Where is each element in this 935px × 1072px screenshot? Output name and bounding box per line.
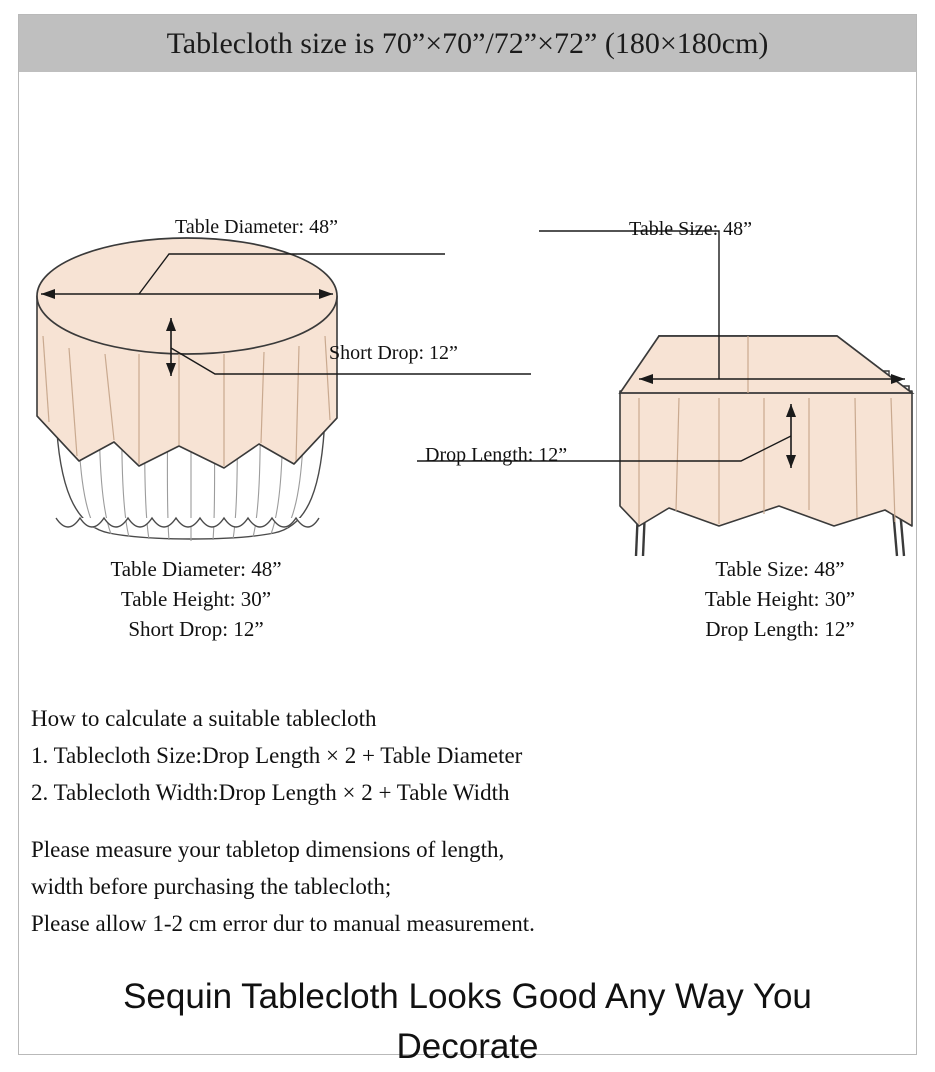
footer-headline xyxy=(19,972,916,1072)
square-caption-line-1: Table Size: 48” xyxy=(715,557,845,581)
banner-title: Tablecloth size is 70”×70”/72”×72” (180×180cm) xyxy=(166,26,769,60)
note-line-3: Please allow 1-2 cm error dur to manual measurement. xyxy=(31,911,535,936)
callout-short-drop: Short Drop: 12” xyxy=(329,342,458,364)
diagram-area xyxy=(19,86,916,656)
instructions-heading: How to calculate a suitable tablecloth xyxy=(31,706,377,731)
square-caption-line-2: Table Height: 30” xyxy=(704,587,856,611)
square-caption-line-3: Drop Length: 12” xyxy=(705,617,855,641)
round-caption-line-3: Short Drop: 12” xyxy=(128,617,264,641)
instructions-line-2: 2. Tablecloth Width:Drop Length × 2 + Table Width xyxy=(31,780,510,805)
square-table-illustration xyxy=(417,231,912,556)
callout-table-size: Table Size: 48” xyxy=(629,218,752,240)
spacer xyxy=(31,811,901,831)
callout-drop-length: Drop Length: 12” xyxy=(425,444,568,466)
instructions-block xyxy=(31,700,901,942)
round-caption-line-1: Table Diameter: 48” xyxy=(110,557,282,581)
footer-line-1: Sequin Tablecloth Looks Good Any Way You xyxy=(123,977,812,1016)
footer-line-2: Decorate xyxy=(396,1027,539,1066)
note-line-1: Please measure your tabletop dimensions of length, xyxy=(31,837,505,862)
instructions-line-1: 1. Tablecloth Size:Drop Length × 2 + Table Diameter xyxy=(31,743,523,768)
callout-table-diameter: Table Diameter: 48” xyxy=(175,216,338,238)
note-line-2: width before purchasing the tablecloth; xyxy=(31,874,392,899)
square-table-caption xyxy=(645,554,915,644)
round-table-illustration xyxy=(37,238,531,541)
round-table-caption xyxy=(31,554,361,644)
round-caption-line-2: Table Height: 30” xyxy=(120,587,272,611)
header-banner xyxy=(19,15,916,72)
